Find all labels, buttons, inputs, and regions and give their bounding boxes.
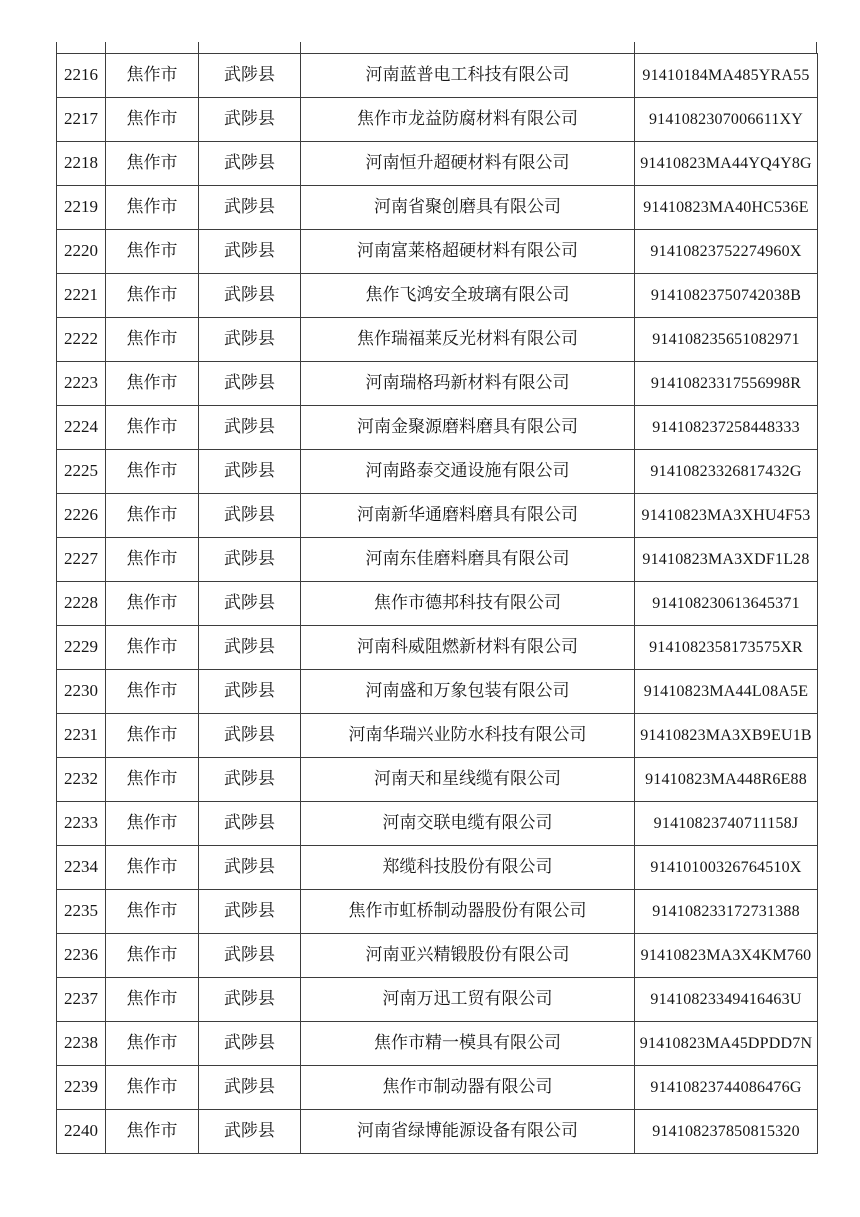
partial-row-divider xyxy=(105,42,198,53)
credit-code-cell: 91410823740711158J xyxy=(635,802,818,846)
county-cell: 武陟县 xyxy=(199,1066,301,1110)
credit-code-cell: 91410823317556998R xyxy=(635,362,818,406)
row-number-cell: 2216 xyxy=(57,54,106,98)
city-cell: 焦作市 xyxy=(106,1022,199,1066)
city-cell: 焦作市 xyxy=(106,450,199,494)
county-cell: 武陟县 xyxy=(199,318,301,362)
table-row xyxy=(57,406,818,450)
company-name-cell: 河南省绿博能源设备有限公司 xyxy=(301,1110,635,1154)
company-name-cell: 河南华瑞兴业防水科技有限公司 xyxy=(301,714,635,758)
company-name-cell: 河南东佳磨料磨具有限公司 xyxy=(301,538,635,582)
row-number-cell: 2232 xyxy=(57,758,106,802)
row-number-cell: 2227 xyxy=(57,538,106,582)
city-cell: 焦作市 xyxy=(106,670,199,714)
table-row xyxy=(57,494,818,538)
company-name-cell: 河南交联电缆有限公司 xyxy=(301,802,635,846)
county-cell: 武陟县 xyxy=(199,890,301,934)
credit-code-cell: 91410823MA44L08A5E xyxy=(635,670,818,714)
city-cell: 焦作市 xyxy=(106,846,199,890)
credit-code-cell: 91410823MA3XHU4F53 xyxy=(635,494,818,538)
credit-code-cell: 91410823MA44YQ4Y8G xyxy=(635,142,818,186)
credit-code-cell: 914108235651082971 xyxy=(635,318,818,362)
credit-code-cell: 9141082358173575XR xyxy=(635,626,818,670)
table-row xyxy=(57,538,818,582)
company-name-cell: 河南天和星线缆有限公司 xyxy=(301,758,635,802)
table-row xyxy=(57,934,818,978)
credit-code-cell: 9141082307006611XY xyxy=(635,98,818,142)
row-number-cell: 2217 xyxy=(57,98,106,142)
row-number-cell: 2236 xyxy=(57,934,106,978)
city-cell: 焦作市 xyxy=(106,318,199,362)
city-cell: 焦作市 xyxy=(106,142,199,186)
credit-code-cell: 91410823750742038B xyxy=(635,274,818,318)
row-number-cell: 2218 xyxy=(57,142,106,186)
table-row xyxy=(57,890,818,934)
county-cell: 武陟县 xyxy=(199,450,301,494)
company-name-cell: 河南万迅工贸有限公司 xyxy=(301,978,635,1022)
table-row xyxy=(57,846,818,890)
county-cell: 武陟县 xyxy=(199,98,301,142)
row-number-cell: 2226 xyxy=(57,494,106,538)
company-list-table xyxy=(56,53,818,1154)
row-number-cell: 2221 xyxy=(57,274,106,318)
county-cell: 武陟县 xyxy=(199,626,301,670)
row-number-cell: 2239 xyxy=(57,1066,106,1110)
county-cell: 武陟县 xyxy=(199,1022,301,1066)
company-name-cell: 焦作市龙益防腐材料有限公司 xyxy=(301,98,635,142)
credit-code-cell: 914108230613645371 xyxy=(635,582,818,626)
company-name-cell: 河南路泰交通设施有限公司 xyxy=(301,450,635,494)
row-number-cell: 2224 xyxy=(57,406,106,450)
company-name-cell: 郑缆科技股份有限公司 xyxy=(301,846,635,890)
credit-code-cell: 91410823744086476G xyxy=(635,1066,818,1110)
table-row xyxy=(57,54,818,98)
county-cell: 武陟县 xyxy=(199,54,301,98)
table-row xyxy=(57,1066,818,1110)
credit-code-cell: 91410823MA3XB9EU1B xyxy=(635,714,818,758)
company-name-cell: 焦作飞鸿安全玻璃有限公司 xyxy=(301,274,635,318)
credit-code-cell: 91410823349416463U xyxy=(635,978,818,1022)
county-cell: 武陟县 xyxy=(199,230,301,274)
city-cell: 焦作市 xyxy=(106,98,199,142)
table-row xyxy=(57,142,818,186)
credit-code-cell: 914108237258448333 xyxy=(635,406,818,450)
table-row xyxy=(57,362,818,406)
county-cell: 武陟县 xyxy=(199,978,301,1022)
row-number-cell: 2223 xyxy=(57,362,106,406)
table-row xyxy=(57,318,818,362)
row-number-cell: 2233 xyxy=(57,802,106,846)
credit-code-cell: 91410823MA3X4KM760 xyxy=(635,934,818,978)
company-name-cell: 焦作市精一模具有限公司 xyxy=(301,1022,635,1066)
table-row xyxy=(57,626,818,670)
row-number-cell: 2225 xyxy=(57,450,106,494)
city-cell: 焦作市 xyxy=(106,186,199,230)
table-row xyxy=(57,1110,818,1154)
company-name-cell: 河南新华通磨料磨具有限公司 xyxy=(301,494,635,538)
company-name-cell: 焦作市制动器有限公司 xyxy=(301,1066,635,1110)
county-cell: 武陟县 xyxy=(199,802,301,846)
city-cell: 焦作市 xyxy=(106,230,199,274)
city-cell: 焦作市 xyxy=(106,538,199,582)
city-cell: 焦作市 xyxy=(106,1110,199,1154)
partial-row-divider xyxy=(56,42,105,53)
table-row xyxy=(57,802,818,846)
county-cell: 武陟县 xyxy=(199,274,301,318)
row-number-cell: 2228 xyxy=(57,582,106,626)
company-name-cell: 焦作市德邦科技有限公司 xyxy=(301,582,635,626)
table-row xyxy=(57,1022,818,1066)
county-cell: 武陟县 xyxy=(199,406,301,450)
company-name-cell: 河南蓝普电工科技有限公司 xyxy=(301,54,635,98)
city-cell: 焦作市 xyxy=(106,758,199,802)
row-number-cell: 2230 xyxy=(57,670,106,714)
company-name-cell: 河南恒升超硬材料有限公司 xyxy=(301,142,635,186)
row-number-cell: 2229 xyxy=(57,626,106,670)
table-row xyxy=(57,582,818,626)
city-cell: 焦作市 xyxy=(106,934,199,978)
row-number-cell: 2238 xyxy=(57,1022,106,1066)
table-row xyxy=(57,450,818,494)
county-cell: 武陟县 xyxy=(199,1110,301,1154)
table-row xyxy=(57,670,818,714)
table-row xyxy=(57,978,818,1022)
county-cell: 武陟县 xyxy=(199,142,301,186)
county-cell: 武陟县 xyxy=(199,714,301,758)
row-number-cell: 2237 xyxy=(57,978,106,1022)
city-cell: 焦作市 xyxy=(106,54,199,98)
city-cell: 焦作市 xyxy=(106,362,199,406)
company-name-cell: 河南盛和万象包装有限公司 xyxy=(301,670,635,714)
city-cell: 焦作市 xyxy=(106,494,199,538)
city-cell: 焦作市 xyxy=(106,978,199,1022)
company-name-cell: 焦作市虹桥制动器股份有限公司 xyxy=(301,890,635,934)
county-cell: 武陟县 xyxy=(199,362,301,406)
company-name-cell: 河南亚兴精锻股份有限公司 xyxy=(301,934,635,978)
row-number-cell: 2234 xyxy=(57,846,106,890)
credit-code-cell: 91410823752274960X xyxy=(635,230,818,274)
credit-code-cell: 91410823MA448R6E88 xyxy=(635,758,818,802)
credit-code-cell: 91410100326764510X xyxy=(635,846,818,890)
row-number-cell: 2231 xyxy=(57,714,106,758)
company-name-cell: 河南金聚源磨料磨具有限公司 xyxy=(301,406,635,450)
company-name-cell: 河南省聚创磨具有限公司 xyxy=(301,186,635,230)
row-number-cell: 2240 xyxy=(57,1110,106,1154)
credit-code-cell: 91410823MA40HC536E xyxy=(635,186,818,230)
table-row xyxy=(57,98,818,142)
table-top-partial-row xyxy=(56,42,817,53)
table-row xyxy=(57,274,818,318)
credit-code-cell: 91410823MA45DPDD7N xyxy=(635,1022,818,1066)
county-cell: 武陟县 xyxy=(199,934,301,978)
city-cell: 焦作市 xyxy=(106,1066,199,1110)
city-cell: 焦作市 xyxy=(106,274,199,318)
city-cell: 焦作市 xyxy=(106,406,199,450)
partial-row-divider xyxy=(300,42,634,53)
county-cell: 武陟县 xyxy=(199,538,301,582)
company-name-cell: 河南瑞格玛新材料有限公司 xyxy=(301,362,635,406)
credit-code-cell: 914108233172731388 xyxy=(635,890,818,934)
city-cell: 焦作市 xyxy=(106,890,199,934)
table-row xyxy=(57,758,818,802)
table-row xyxy=(57,230,818,274)
row-number-cell: 2219 xyxy=(57,186,106,230)
table-row xyxy=(57,186,818,230)
county-cell: 武陟县 xyxy=(199,670,301,714)
city-cell: 焦作市 xyxy=(106,626,199,670)
row-number-cell: 2222 xyxy=(57,318,106,362)
county-cell: 武陟县 xyxy=(199,186,301,230)
company-table-body xyxy=(57,54,818,1154)
county-cell: 武陟县 xyxy=(199,758,301,802)
row-number-cell: 2220 xyxy=(57,230,106,274)
credit-code-cell: 91410184MA485YRA55 xyxy=(635,54,818,98)
company-name-cell: 河南富莱格超硬材料有限公司 xyxy=(301,230,635,274)
table-row xyxy=(57,714,818,758)
credit-code-cell: 91410823MA3XDF1L28 xyxy=(635,538,818,582)
company-name-cell: 河南科威阻燃新材料有限公司 xyxy=(301,626,635,670)
county-cell: 武陟县 xyxy=(199,846,301,890)
city-cell: 焦作市 xyxy=(106,582,199,626)
credit-code-cell: 914108237850815320 xyxy=(635,1110,818,1154)
city-cell: 焦作市 xyxy=(106,714,199,758)
company-name-cell: 焦作瑞福莱反光材料有限公司 xyxy=(301,318,635,362)
city-cell: 焦作市 xyxy=(106,802,199,846)
county-cell: 武陟县 xyxy=(199,494,301,538)
partial-row-divider xyxy=(198,42,300,53)
credit-code-cell: 91410823326817432G xyxy=(635,450,818,494)
county-cell: 武陟县 xyxy=(199,582,301,626)
row-number-cell: 2235 xyxy=(57,890,106,934)
partial-row-divider xyxy=(634,42,817,53)
